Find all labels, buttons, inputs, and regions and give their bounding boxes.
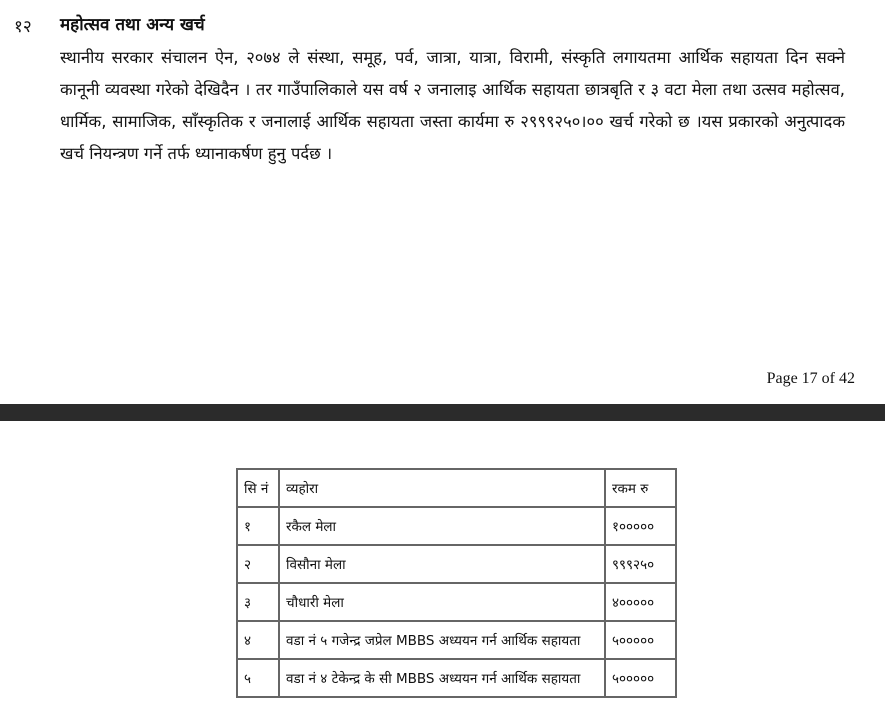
row-sn: १ — [237, 507, 279, 545]
row-description: रकैल मेला — [279, 507, 605, 545]
row-description: वडा नं ५ गजेन्द्र जप्रेल MBBS अध्ययन गर्न आर्थिक सहायता — [279, 621, 605, 659]
table-row — [237, 545, 676, 583]
row-description: विसौना मेला — [279, 545, 605, 583]
page-number: Page 17 of 42 — [766, 370, 855, 387]
header-description: व्यहोरा — [279, 469, 605, 507]
header-amount: रकम रु — [605, 469, 676, 507]
table-header-row — [237, 469, 676, 507]
row-description: चौधारी मेला — [279, 583, 605, 621]
row-sn: ३ — [237, 583, 279, 621]
table-row — [237, 507, 676, 545]
row-sn: ५ — [237, 659, 279, 697]
row-amount: ५००००० — [605, 621, 676, 659]
section-number: १२ — [14, 17, 32, 37]
row-amount: १००००० — [605, 507, 676, 545]
row-amount: ५००००० — [605, 659, 676, 697]
row-sn: २ — [237, 545, 279, 583]
table-row — [237, 621, 676, 659]
row-description: वडा नं ४ टेकेन्द्र के सी MBBS अध्ययन गर्न आर्थिक सहायता — [279, 659, 605, 697]
table-row — [237, 659, 676, 697]
expense-table — [236, 468, 677, 698]
row-amount: ९९९२५० — [605, 545, 676, 583]
section-title: महोत्सव तथा अन्य खर्च — [60, 15, 205, 35]
row-amount: ४००००० — [605, 583, 676, 621]
section-body-paragraph: स्थानीय सरकार संचालन ऐन, २०७४ ले संस्था, समूह, पर्व, जात्रा, यात्रा, विरामी, संस्कृति लगायतमा आर्थिक सहायता दिन सक्ने कानूनी व्यवस्था गरेको देखिदैन । तर गाउँपालिकाले यस वर्ष २ जनालाइ आर्थिक सहायता छात्रबृति र ३ वटा मेला तथा उत्सव महोत्सव, धार्मिक, सामाजिक, साँस्कृतिक र जनालाई आर्थिक सहायता जस्ता कार्यमा रु २९९९२५०।०० खर्च गरेको छ ।यस प्रकारको अनुत्पादक खर्च नियन्त्रण गर्ने तर्फ ध्यानाकर्षण हुनु पर्दछ । — [60, 48, 845, 163]
row-sn: ४ — [237, 621, 279, 659]
page-separator — [0, 404, 885, 421]
header-sn: सि नं — [237, 469, 279, 507]
table-row — [237, 583, 676, 621]
